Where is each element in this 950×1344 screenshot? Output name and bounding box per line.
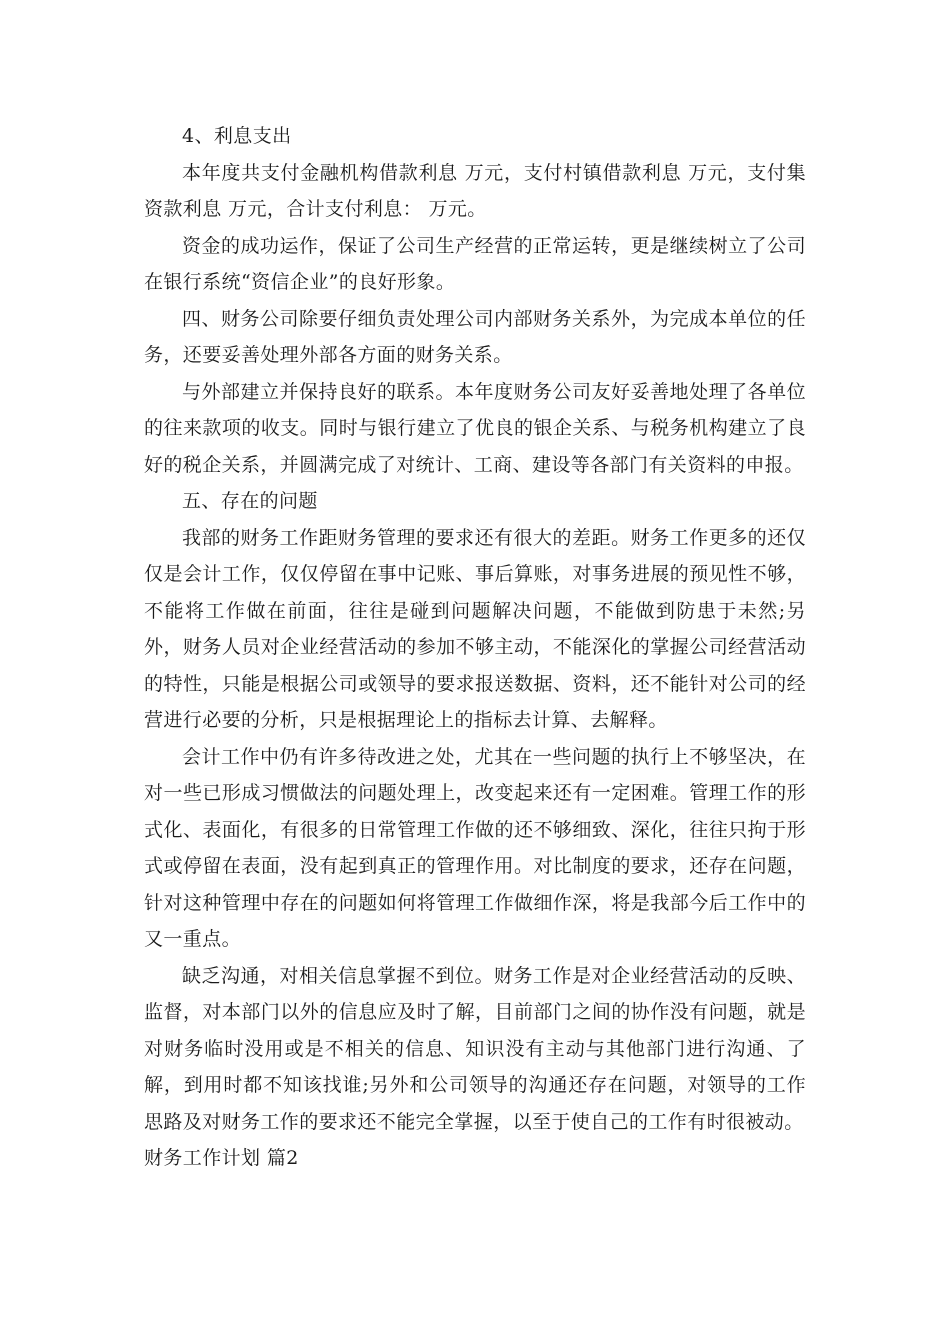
subheading-interest-expense: 4、利息支出 bbox=[182, 125, 292, 147]
paragraph-section-four: 四、财务公司除要仔细负责处理公司内部财务关系外，为完成本单位的任务，还要妥善处理外部各方面的财务关系。 bbox=[144, 307, 806, 366]
heading-existing-problems: 五、存在的问题 bbox=[182, 490, 318, 512]
paragraph-capital-operation: 资金的成功运作，保证了公司生产经营的正常运转，更是继续树立了公司在银行系统“资信企业”的良好形象。 bbox=[144, 234, 806, 293]
section-title-plan-2: 财务工作计划 篇2 bbox=[144, 1147, 299, 1169]
paragraph-management-gap: 我部的财务工作距财务管理的要求还有很大的差距。财务工作更多的还仅仅是会计工作，仅仅停留在事中记账、事后算账，对事务进展的预见性不够，不能将工作做在前面，往往是碰到问题解决问题，不能做到防患于未然;另外，财务人员对企业经营活动的参加不够主动，不能深化的掌握公司经营活动的特性，只能是根据公司或领导的要求报送数据、资料，还不能针对公司的经营进行必要的分析，只是根据理论上的指标去计算、去解释。 bbox=[144, 526, 806, 731]
paragraph-accounting-improvement: 会计工作中仍有许多待改进之处，尤其在一些问题的执行上不够坚决，在对一些已形成习惯做法的问题处理上，改变起来还有一定困难。管理工作的形式化、表面化，有很多的日常管理工作做的还不够细致、深化，往往只拘于形式或停留在表面，没有起到真正的管理作用。对比制度的要求，还存在问题，针对这种管理中存在的问题如何将管理工作做细作深，将是我部今后工作中的又一重点。 bbox=[144, 745, 806, 950]
document-body bbox=[144, 118, 806, 1177]
paragraph-lack-of-communication: 缺乏沟通，对相关信息掌握不到位。财务工作是对企业经营活动的反映、监督，对本部门以外的信息应及时了解，目前部门之间的协作没有问题，就是对财务临时没用或是不相关的信息、知识没有主动与其他部门进行沟通、了解，到用时都不知该找谁;另外和公司领导的沟通还存在问题，对领导的工作思路及对财务工作的要求还不能完全掌握，以至于使自己的工作有时很被动。 bbox=[144, 964, 806, 1133]
paragraph-interest-payments: 本年度共支付金融机构借款利息 万元，支付村镇借款利息 万元，支付集资款利息 万元，合计支付利息： 万元。 bbox=[144, 161, 806, 220]
paragraph-external-relations: 与外部建立并保持良好的联系。本年度财务公司友好妥善地处理了各单位的往来款项的收支。同时与银行建立了优良的银企关系、与税务机构建立了良好的税企关系，并圆满完成了对统计、工商、建设等各部门有关资料的申报。 bbox=[144, 380, 806, 476]
